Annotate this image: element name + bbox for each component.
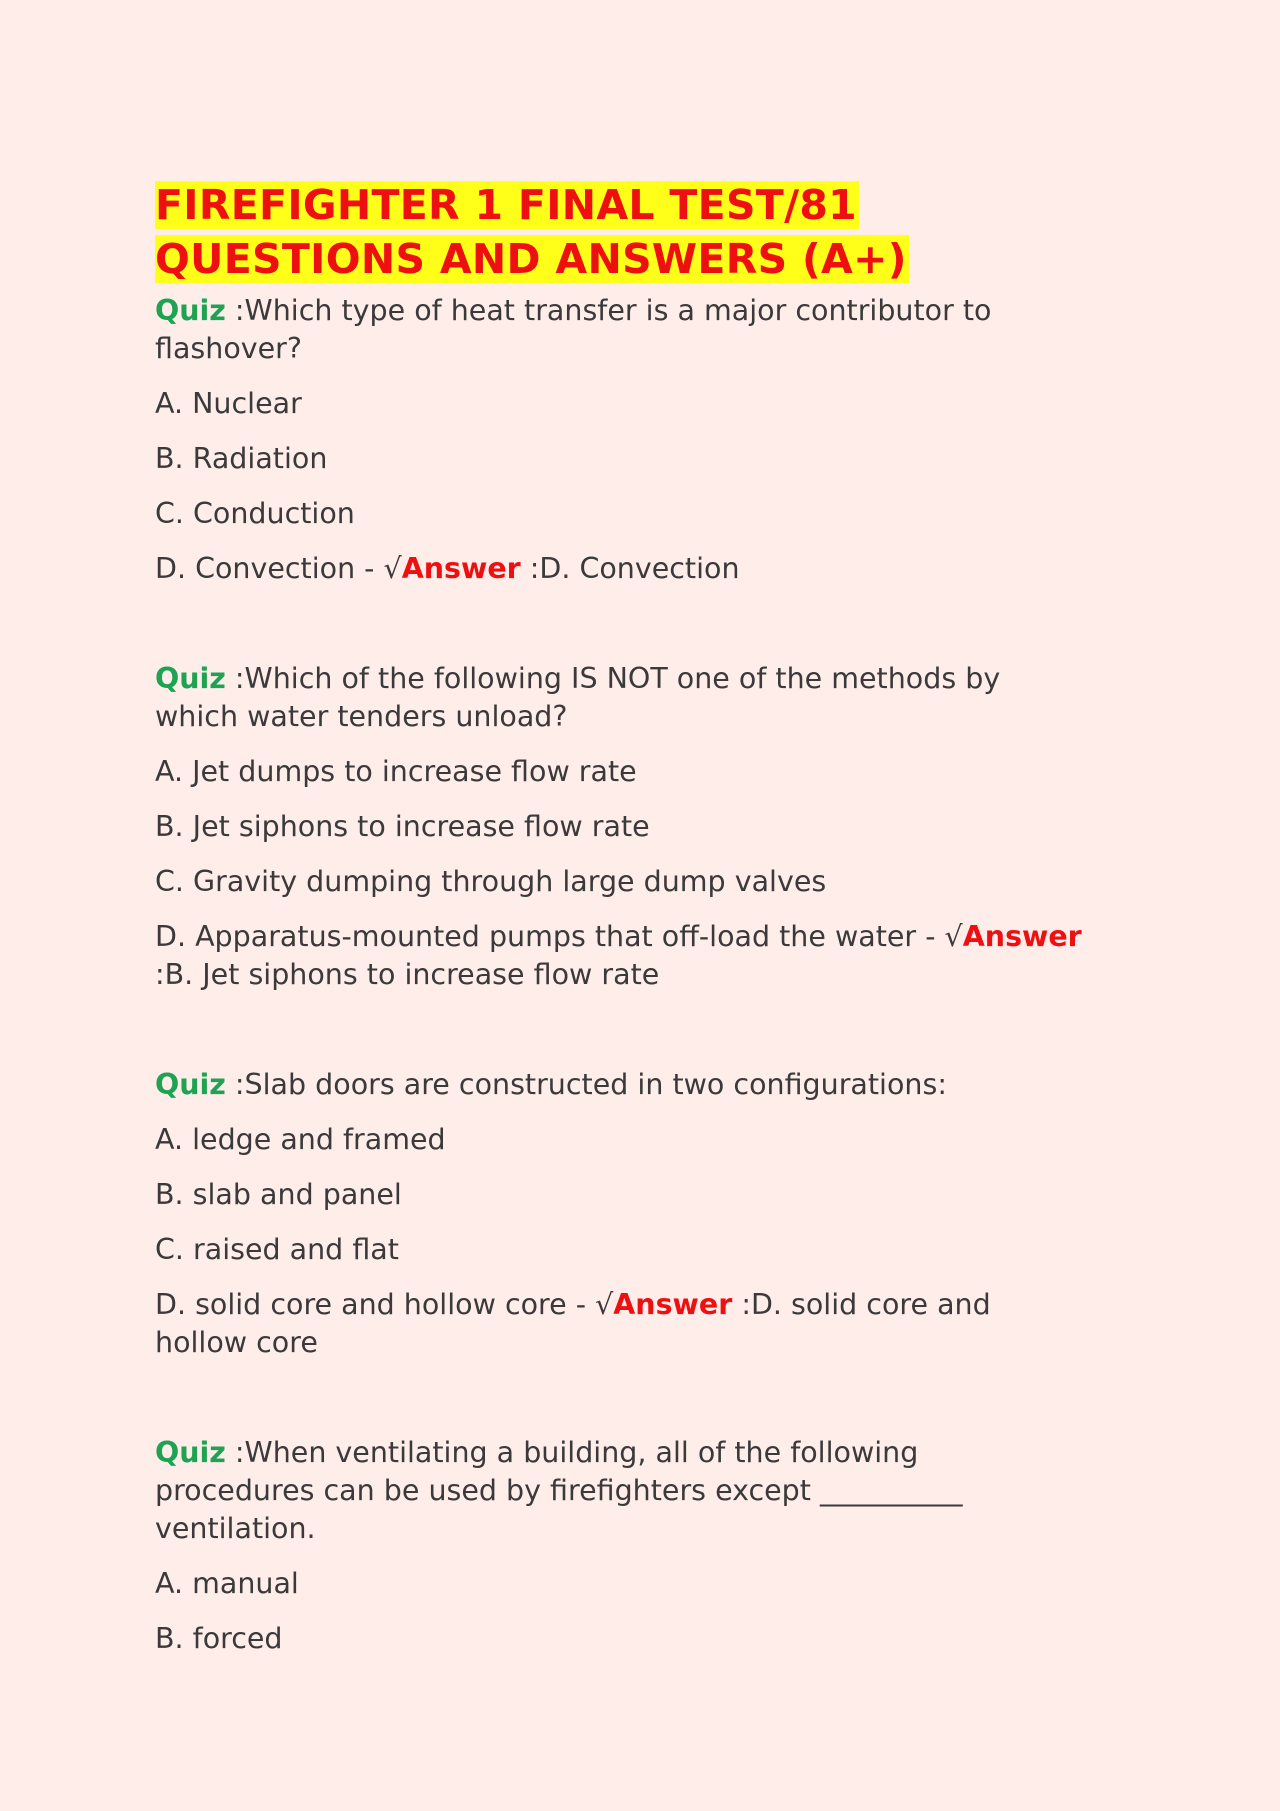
- option-d: D. Apparatus-mounted pumps that off-load the water - √: [155, 920, 963, 953]
- option-b: B. Jet siphons to increase flow rate: [155, 810, 650, 843]
- option-b: B. forced: [155, 1622, 283, 1655]
- quiz-block-3: [155, 1066, 1085, 1362]
- option-c: C. Conduction: [155, 497, 355, 530]
- option-c: C. Gravity dumping through large dump valves: [155, 865, 827, 898]
- question-text: :Slab doors are constructed in two configurations:: [225, 1068, 947, 1101]
- quiz-label: Quiz: [155, 1436, 226, 1469]
- quiz-question: [155, 1066, 1085, 1104]
- quiz-block-1: [155, 292, 1085, 588]
- option-d: D. Convection - √: [155, 552, 402, 585]
- option-a: A. ledge and framed: [155, 1123, 446, 1156]
- option-a: A. Nuclear: [155, 387, 302, 420]
- question-text: :Which type of heat transfer is a major contributor to flashover?: [155, 294, 992, 365]
- option-d-with-answer: [155, 550, 1085, 588]
- answer-label: Answer: [401, 552, 521, 585]
- option-d-with-answer: [155, 1286, 1085, 1362]
- answer-label: Answer: [613, 1288, 733, 1321]
- title-line-1: FIREFIGHTER 1 FINAL TEST/81: [155, 181, 857, 229]
- quiz-label: Quiz: [155, 662, 226, 695]
- answer-label: Answer: [962, 920, 1082, 953]
- option-c: C. raised and flat: [155, 1233, 399, 1266]
- option-d: D. solid core and hollow core - √: [155, 1288, 614, 1321]
- quiz-label: Quiz: [155, 294, 226, 327]
- option-b: B. slab and panel: [155, 1178, 402, 1211]
- quiz-question: [155, 1434, 1085, 1548]
- option-d-with-answer: [155, 918, 1085, 994]
- title-line-2: QUESTIONS AND ANSWERS (A+): [155, 235, 907, 283]
- question-text: :When ventilating a building, all of the following procedures can be used by firefighters except __________ ventilation.: [155, 1436, 963, 1545]
- option-b: B. Radiation: [155, 442, 328, 475]
- answer-text: :D. solid core and hollow core: [155, 1288, 991, 1359]
- answer-text: :D. Convection: [520, 552, 740, 585]
- document-title: [155, 178, 1085, 286]
- quiz-question: [155, 660, 1085, 736]
- quiz-label: Quiz: [155, 1068, 226, 1101]
- question-text: :Which of the following IS NOT one of the methods by which water tenders unload?: [155, 662, 1001, 733]
- document-content: [155, 178, 1085, 1658]
- quiz-block-4: [155, 1434, 1085, 1658]
- answer-text: :B. Jet siphons to increase flow rate: [155, 958, 660, 991]
- quiz-question: [155, 292, 1085, 368]
- option-a: A. Jet dumps to increase flow rate: [155, 755, 637, 788]
- option-a: A. manual: [155, 1567, 299, 1600]
- quiz-block-2: [155, 660, 1085, 994]
